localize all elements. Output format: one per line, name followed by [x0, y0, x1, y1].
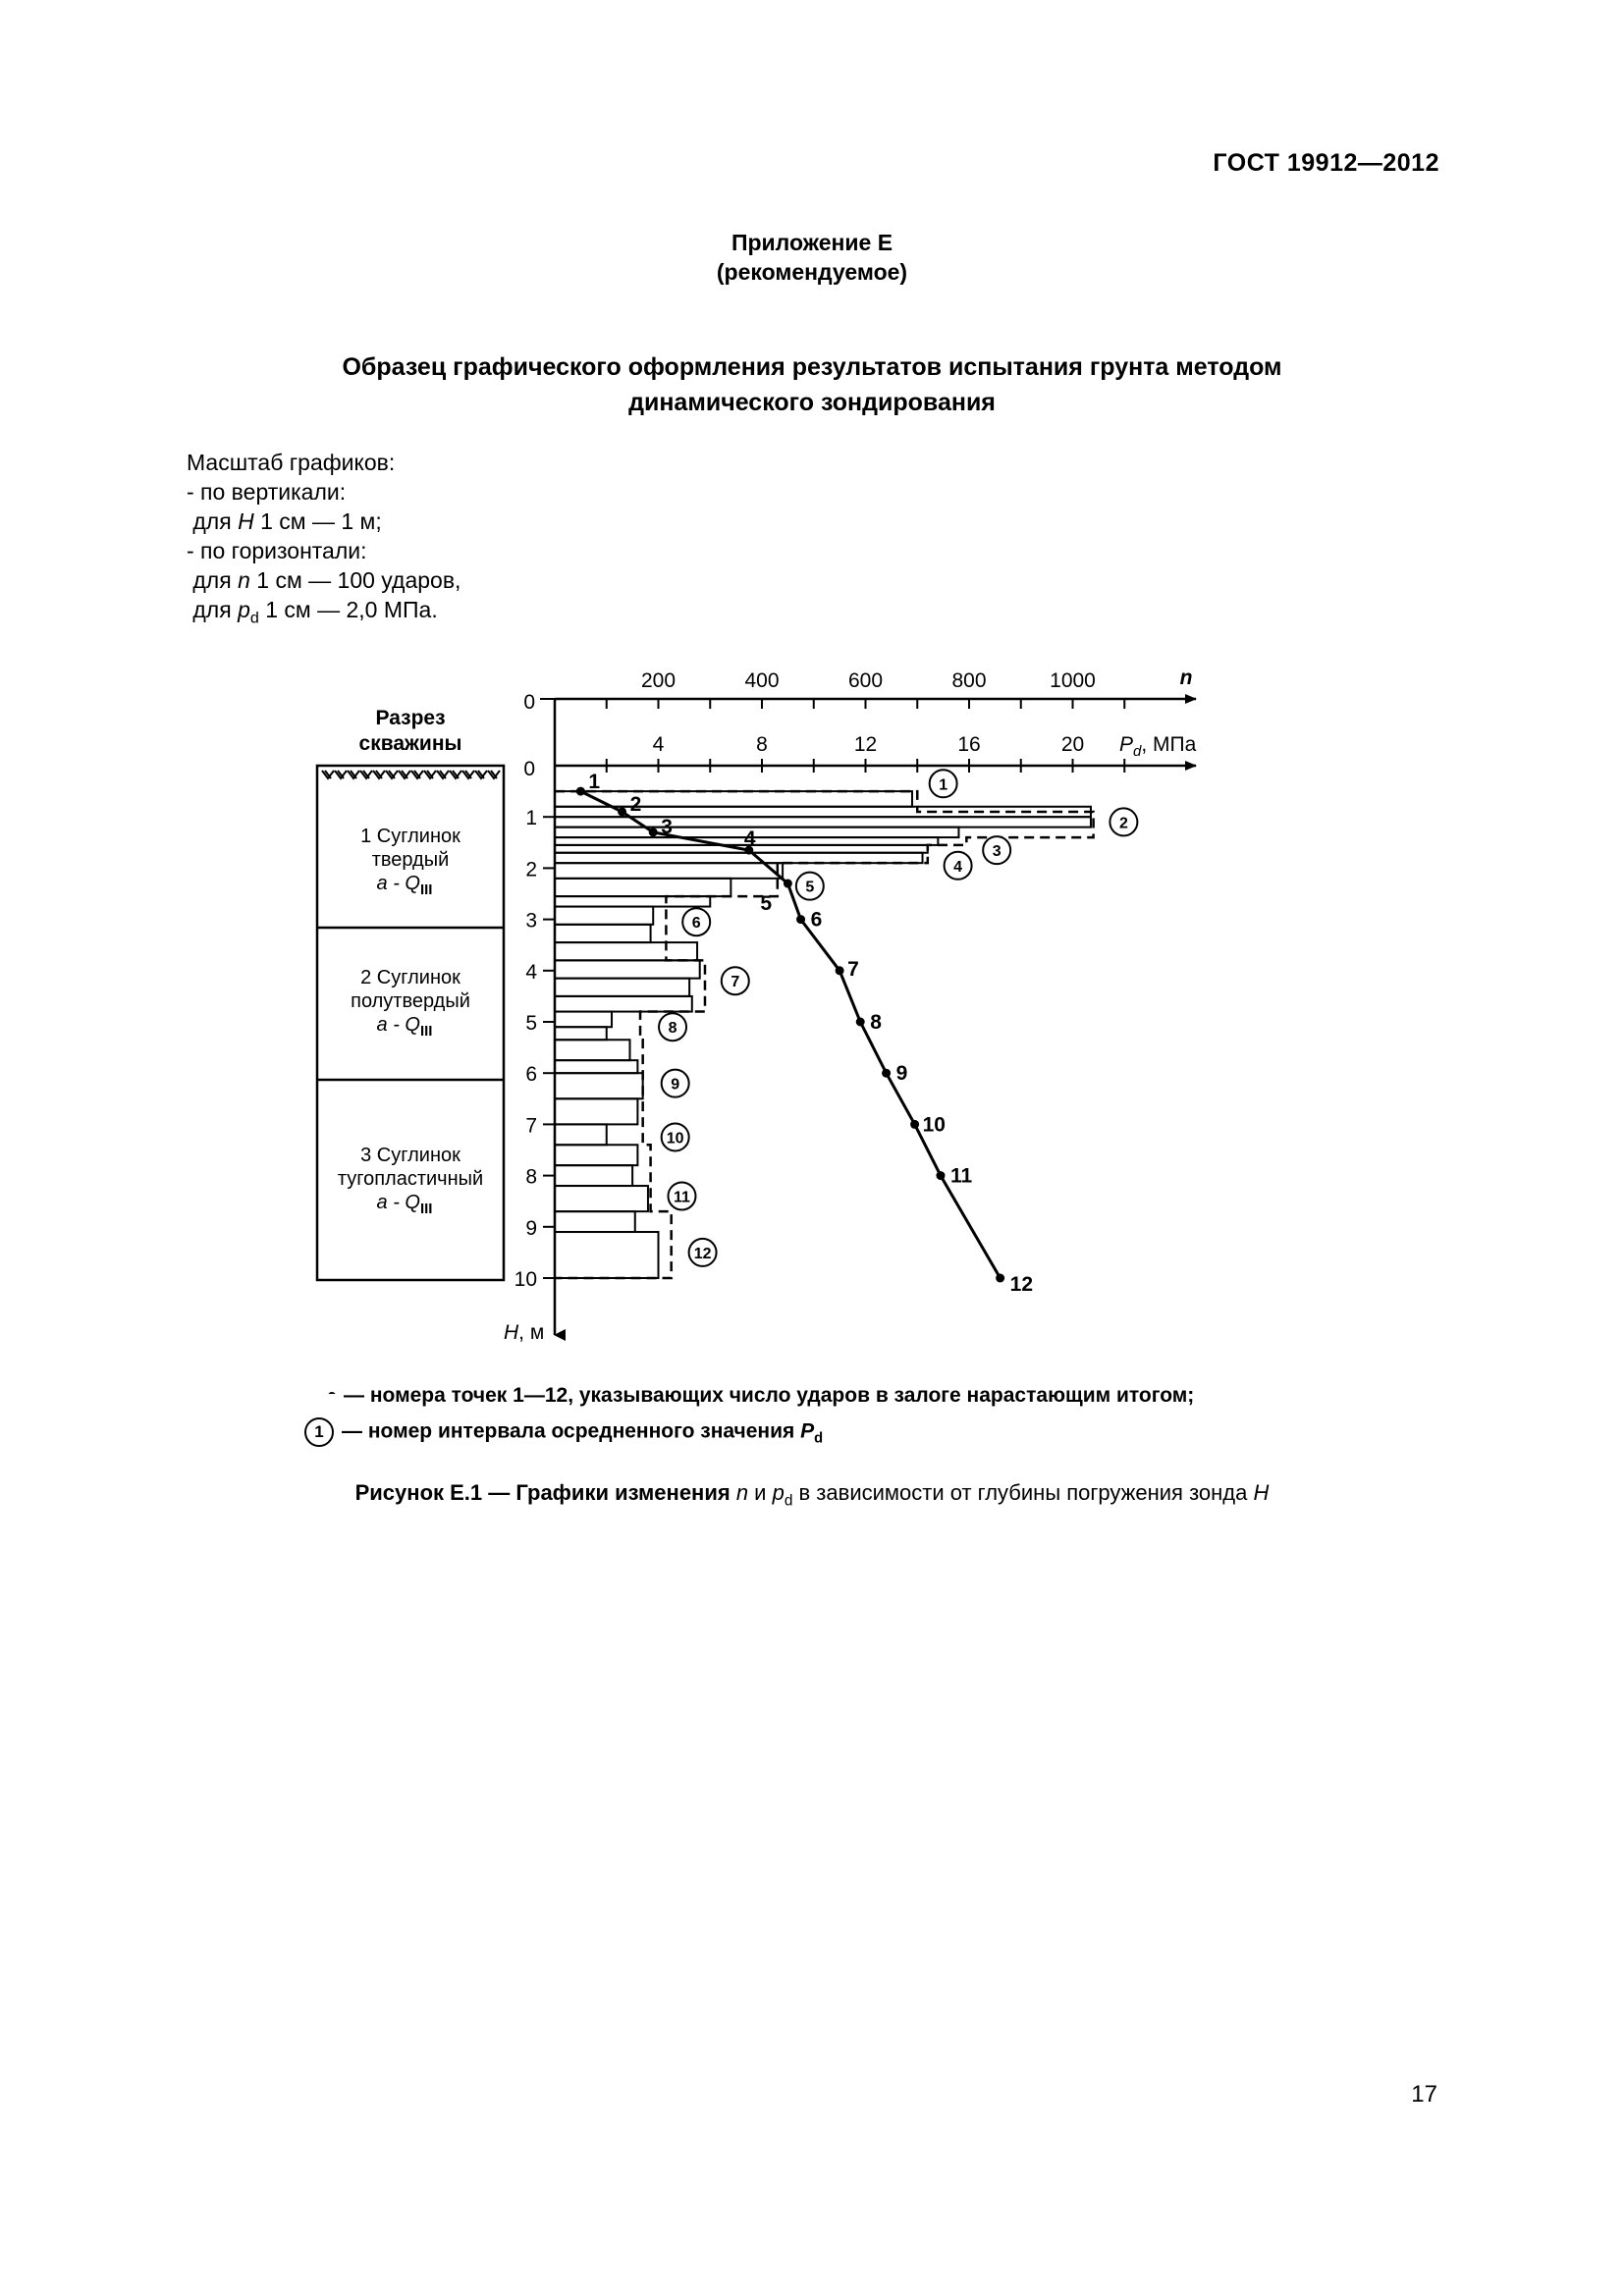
pd-bar — [555, 1012, 612, 1028]
pd-bar — [555, 1145, 637, 1165]
pd-bar — [555, 1060, 637, 1073]
blow-point — [936, 1171, 945, 1180]
caption-rest: в зависимости от глубины погружения зонда — [792, 1480, 1254, 1505]
legend-circle-text: — номер интервала осредненного значения — [342, 1419, 801, 1443]
pd-bar — [555, 863, 783, 879]
interval-number-label: 8 — [668, 1020, 677, 1038]
interval-number-label: 11 — [674, 1189, 690, 1206]
appendix-name: Приложение Е — [731, 230, 893, 255]
pd-bar — [555, 1027, 607, 1040]
interval-number-label: 7 — [731, 974, 740, 991]
scale-h-prefix: для — [187, 508, 239, 534]
depth-tick-label: 2 — [525, 858, 537, 881]
depth-tick-label: 10 — [514, 1268, 537, 1291]
interval-number-label: 9 — [671, 1076, 680, 1094]
pd-bar — [555, 979, 689, 996]
pd-bar — [555, 925, 651, 942]
blow-point-label: 2 — [629, 792, 642, 816]
pd-bar — [555, 942, 697, 960]
blow-point — [649, 828, 658, 836]
depth-tick-label: 5 — [525, 1012, 537, 1035]
legend-circle-var: P — [800, 1419, 815, 1443]
title-line-1: Образец графического оформления результатов испытания грунта методом — [342, 353, 1282, 381]
legend-dot-text: — номера точек 1—12, указывающих число ударов в залоге нарастающим итогом; — [344, 1384, 1195, 1407]
depth-tick-label: 7 — [525, 1114, 537, 1138]
blow-point-label: 9 — [895, 1062, 908, 1086]
pd-tick-label: 16 — [957, 733, 981, 756]
scale-n-prefix: для — [187, 567, 239, 593]
blow-point-label: 11 — [949, 1164, 973, 1188]
blow-point-label: 12 — [1009, 1273, 1034, 1296]
column-header-line-1: Разрез — [375, 707, 446, 729]
layer-2-state: полутвердый — [351, 990, 470, 1012]
blow-point — [856, 1018, 865, 1027]
n-tick-label: 600 — [847, 669, 884, 692]
depth-tick-label: 8 — [525, 1165, 537, 1189]
n-tick-label: 800 — [951, 669, 987, 692]
pd-tick-label: 4 — [652, 733, 665, 756]
layer-2-age: a - $Q_{III}$ — [376, 1014, 433, 1040]
n-zero-label: 0 — [523, 691, 535, 714]
interval-number-label: 5 — [805, 879, 815, 896]
interval-number-label: 1 — [939, 776, 948, 794]
layer-1-name: 1 Суглинок — [360, 826, 460, 847]
layer-3-age: a - $Q_{III}$ — [376, 1192, 433, 1217]
scale-pd-sub: d — [249, 609, 259, 627]
blow-point-label: 6 — [810, 908, 823, 932]
appendix-type: (рекомендуемое) — [716, 259, 908, 285]
blow-point — [576, 787, 585, 796]
pd-bar — [555, 1098, 637, 1124]
standard-header: ГОСТ 19912—2012 — [1213, 149, 1439, 177]
scale-h-var: H — [238, 508, 254, 534]
caption-pd-sub: d — [784, 1492, 793, 1510]
interval-number-label: 2 — [1118, 815, 1128, 832]
scale-heading: Масштаб графиков: — [187, 450, 396, 475]
interval-number-label: 3 — [992, 843, 1001, 861]
blow-point — [910, 1120, 919, 1129]
page-number: 17 — [1411, 2081, 1437, 2108]
depth-tick-label: 4 — [525, 960, 537, 984]
pd-bar — [555, 996, 692, 1012]
layer-2-name: 2 Суглинок — [360, 967, 460, 988]
interval-number-label: 4 — [953, 858, 963, 876]
interval-number-label: 12 — [693, 1245, 712, 1262]
pd-bar — [555, 1124, 607, 1145]
depth-tick-label: 3 — [525, 909, 537, 933]
legend-dot — [328, 1392, 336, 1394]
layer-1-state: твердый — [371, 849, 450, 871]
scale-pd-suffix: 1 см — 2,0 МПа. — [258, 597, 438, 622]
depth-tick-label: 6 — [525, 1063, 537, 1087]
pd-bar — [555, 1211, 635, 1232]
pd-bar — [555, 1186, 648, 1211]
blow-point-label: 8 — [870, 1011, 882, 1034]
pd-tick-label: 8 — [756, 733, 768, 756]
blow-point-label: 1 — [588, 771, 601, 794]
blow-point — [796, 915, 805, 924]
depth-tick-label: 1 — [525, 807, 537, 830]
pd-bar — [555, 1232, 659, 1278]
caption-n: n — [735, 1480, 749, 1505]
blow-point-label: 10 — [922, 1113, 946, 1137]
depth-tick-label: 9 — [525, 1216, 537, 1240]
layer-3-state: тугопластичный — [337, 1168, 484, 1190]
legend-circle-sub: d — [814, 1430, 824, 1447]
blow-count-line — [580, 791, 1000, 1278]
blow-point — [996, 1274, 1004, 1283]
pd-bar — [555, 907, 653, 925]
scale-horizontal: - по горизонтали: — [187, 538, 367, 563]
n-tick-label: 200 — [640, 669, 677, 692]
title-line-2: динамического зондирования — [628, 389, 996, 416]
scale-pd-var: p — [238, 597, 250, 622]
scale-pd-prefix: для — [187, 597, 239, 622]
pd-bar — [555, 896, 710, 906]
column-header-line-2: скважины — [358, 732, 462, 755]
scale-n-suffix: 1 см — 100 ударов, — [249, 567, 461, 593]
pd-axis-label: $P_d$, МПа — [1119, 733, 1197, 760]
legend-circle-row — [304, 1417, 823, 1447]
caption-bold: Рисунок Е.1 — Графики изменения — [354, 1480, 736, 1505]
pd-bar — [555, 1165, 632, 1186]
pd-bar — [555, 1040, 629, 1060]
interval-number-label: 6 — [691, 915, 701, 933]
interval-number-label: 10 — [666, 1130, 684, 1148]
blow-point — [618, 807, 626, 816]
pd-bar — [555, 879, 731, 896]
depth-axis-label: H, м — [504, 1321, 545, 1344]
pd-average-line — [555, 791, 1094, 1278]
caption-pd: p — [772, 1480, 785, 1505]
caption-and: и — [748, 1480, 773, 1505]
legend-circle-icon: 1 — [304, 1417, 334, 1447]
blow-point — [836, 966, 844, 975]
pd-bar — [555, 1073, 643, 1098]
depth-zero-label: 0 — [523, 758, 535, 780]
scale-vertical: - по вертикали: — [187, 479, 347, 505]
figure-caption — [0, 1480, 1624, 1510]
caption-h: H — [1253, 1480, 1270, 1505]
layer-3-name: 3 Суглинок — [360, 1145, 460, 1166]
scale-n-var: n — [238, 567, 250, 593]
n-axis-label: n — [1179, 667, 1193, 689]
topsoil-hatch — [322, 771, 500, 778]
layer-1-age: a - $Q_{III}$ — [376, 873, 433, 898]
pd-bar — [555, 960, 700, 978]
blow-point-label: 5 — [760, 892, 773, 916]
blow-point-label: 3 — [661, 815, 673, 838]
pd-bar — [555, 828, 958, 837]
pd-bar — [555, 853, 923, 863]
blow-point-label: 7 — [847, 957, 859, 981]
pd-tick-label: 12 — [853, 733, 878, 756]
n-tick-label: 1000 — [1050, 669, 1096, 692]
pd-tick-label: 20 — [1060, 733, 1085, 756]
blow-point — [784, 880, 792, 888]
scale-h-suffix: 1 см — 1 м; — [253, 508, 382, 534]
blow-point-label: 4 — [743, 828, 756, 851]
blow-point — [882, 1069, 891, 1078]
n-tick-label: 400 — [744, 669, 780, 692]
